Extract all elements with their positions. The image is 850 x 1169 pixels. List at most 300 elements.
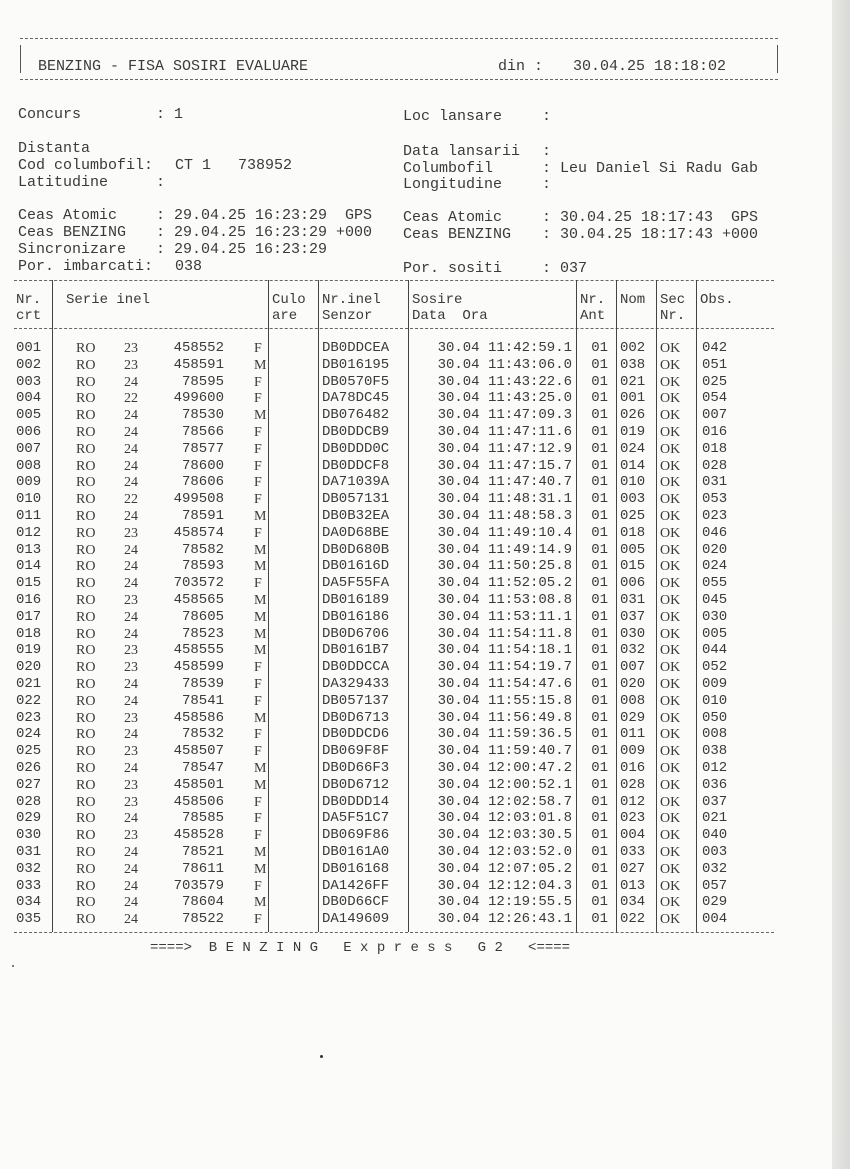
col-nr-header: Nr. (16, 292, 42, 308)
cell-obs: 007 (702, 407, 728, 424)
latitudine-value: : (156, 174, 166, 191)
cell-sex: M (254, 542, 267, 558)
cell-nr: 026 (16, 760, 42, 776)
cell-ant: 01 (591, 760, 608, 776)
cell-country: RO (76, 626, 96, 642)
concurs-label: Concurs (18, 106, 82, 123)
cell-sec: OK (660, 878, 681, 894)
cell-ant: 01 (591, 558, 608, 575)
cell-country: RO (76, 677, 96, 692)
cell-ring: 78577 (181, 440, 224, 457)
cell-nom: 018 (620, 524, 646, 541)
cell-year: 23 (124, 794, 138, 810)
cell-ant: 01 (591, 844, 608, 860)
cell-sex: F (254, 525, 262, 541)
cell-nr: 014 (16, 558, 42, 575)
cell-sec: OK (660, 391, 681, 407)
cell-sensor: DB0D680B (322, 541, 390, 558)
cell-obs: 044 (702, 642, 728, 659)
cell-nom: 005 (620, 541, 646, 558)
cell-sex: F (254, 391, 262, 407)
cell-country: RO (76, 643, 96, 659)
cell-ant: 01 (591, 575, 608, 592)
por-sositi-label: Por. sositi (403, 260, 503, 277)
cell-nom: 007 (620, 659, 646, 676)
cell-sensor: DB0DDCD6 (322, 726, 390, 743)
cell-sec: OK (660, 458, 681, 474)
cell-obs: 009 (702, 676, 728, 692)
ceas-benzing-label-right: Ceas BENZING (403, 226, 512, 243)
cell-sensor: DB0DDCEA (322, 340, 390, 356)
cell-sex: M (254, 509, 267, 524)
cell-sensor: DB0DDD14 (322, 793, 390, 810)
cell-year: 23 (124, 828, 138, 844)
cell-sec: OK (660, 492, 681, 508)
table-row (14, 810, 774, 827)
col-culoare-header-2: are (272, 308, 298, 324)
cell-obs: 053 (702, 491, 728, 508)
cell-nom: 016 (620, 760, 646, 776)
cell-ring: 78582 (181, 541, 224, 558)
cell-nom: 030 (620, 625, 646, 642)
cell-nom: 003 (620, 491, 646, 508)
cell-year: 24 (124, 811, 138, 827)
cell-sex: M (254, 777, 267, 793)
cell-country: RO (76, 744, 96, 760)
cell-country: RO (76, 374, 96, 390)
cell-ant: 01 (591, 860, 608, 877)
cell-obs: 036 (702, 776, 728, 793)
table-bottom-rule (14, 932, 774, 933)
col-sosire-header: Sosire (412, 292, 463, 308)
cell-ant: 01 (591, 424, 608, 440)
cell-obs: 008 (702, 726, 728, 743)
cell-ant: 01 (591, 625, 608, 642)
cell-arrival: 30.04 12:03:52.0 (437, 844, 572, 860)
cell-country: RO (76, 727, 96, 743)
columbofil-value: : Leu Daniel Si Radu Gab (542, 160, 759, 177)
table-row (14, 710, 774, 727)
cell-obs: 042 (702, 340, 728, 356)
cell-nom: 038 (620, 356, 646, 373)
table-row (14, 760, 774, 777)
cell-ant: 01 (591, 592, 608, 608)
cell-country: RO (76, 576, 96, 592)
cell-nr: 021 (16, 676, 42, 692)
table-row (14, 827, 774, 844)
cell-sex: M (254, 357, 267, 373)
cell-arrival: 30.04 11:48:58.3 (437, 508, 572, 524)
cell-country: RO (76, 525, 96, 541)
cell-sex: F (254, 441, 262, 457)
table-row (14, 861, 774, 878)
cell-ring: 78605 (181, 608, 224, 625)
cell-ant: 01 (591, 911, 608, 928)
cell-sex: F (254, 912, 262, 928)
table-row (14, 693, 774, 710)
cell-arrival: 30.04 11:47:40.7 (437, 474, 572, 491)
data-lansarii-label: Data lansarii (403, 143, 521, 160)
loc-lansare-value: : (542, 108, 552, 125)
cell-ring: 78532 (181, 726, 224, 743)
cell-arrival: 30.04 11:43:22.6 (437, 373, 572, 390)
table-row (14, 357, 774, 374)
cell-country: RO (76, 710, 96, 726)
cell-sec: OK (660, 895, 681, 911)
cell-arrival: 30.04 11:42:59.1 (437, 340, 572, 356)
cell-sec: OK (660, 744, 681, 760)
cell-country: RO (76, 794, 96, 810)
cell-year: 24 (124, 693, 138, 709)
cell-obs: 010 (702, 692, 728, 709)
cell-sec: OK (660, 525, 681, 541)
cell-sensor: DB0D6713 (322, 709, 390, 726)
cell-sensor: DB057137 (322, 692, 390, 709)
cell-arrival: 30.04 11:48:31.1 (437, 491, 572, 508)
speck (12, 965, 14, 967)
cell-country: RO (76, 357, 96, 373)
cell-obs: 012 (702, 760, 728, 776)
table-row (14, 508, 774, 525)
table-row (14, 726, 774, 743)
table-row (14, 626, 774, 643)
cell-country: RO (76, 811, 96, 827)
cell-arrival: 30.04 11:59:40.7 (437, 743, 572, 760)
cell-country: RO (76, 845, 96, 860)
cell-country: RO (76, 761, 96, 776)
table-top-rule (14, 280, 774, 281)
col-obs-header: Obs. (700, 292, 734, 308)
cell-obs: 030 (702, 608, 728, 625)
cell-ring: 78547 (181, 760, 224, 776)
cell-nom: 021 (620, 373, 646, 390)
cell-obs: 032 (702, 860, 728, 877)
cell-nr: 013 (16, 541, 42, 558)
distanta-label: Distanta (18, 140, 91, 157)
cell-ring: 499508 (173, 491, 224, 508)
cell-year: 24 (124, 509, 138, 524)
cell-nr: 012 (16, 524, 42, 541)
table-row (14, 659, 774, 676)
cell-obs: 031 (702, 474, 728, 491)
cell-sex: M (254, 643, 267, 659)
cell-obs: 028 (702, 457, 728, 474)
cell-arrival: 30.04 11:54:18.1 (437, 642, 572, 659)
table-row (14, 390, 774, 407)
cell-arrival: 30.04 12:02:58.7 (437, 793, 572, 810)
cell-year: 24 (124, 425, 138, 440)
cell-nr: 009 (16, 474, 42, 491)
cell-ant: 01 (591, 407, 608, 424)
cell-obs: 055 (702, 575, 728, 592)
cell-ant: 01 (591, 390, 608, 407)
por-sositi-value: : 037 (542, 260, 588, 277)
cell-arrival: 30.04 11:59:36.5 (437, 726, 572, 743)
cell-nom: 019 (620, 424, 646, 440)
cell-nom: 014 (620, 457, 646, 474)
cell-sex: M (254, 895, 267, 911)
cell-nom: 037 (620, 608, 646, 625)
cell-country: RO (76, 509, 96, 524)
cell-sec: OK (660, 475, 681, 491)
cell-obs: 046 (702, 524, 728, 541)
cell-country: RO (76, 475, 96, 491)
cell-ring: 78611 (181, 860, 224, 877)
cell-obs: 029 (702, 894, 728, 911)
table-row (14, 743, 774, 760)
cell-ring: 458528 (173, 827, 224, 844)
ceas-atomic-value-left: : 29.04.25 16:23:29 GPS (156, 207, 373, 224)
table-row (14, 374, 774, 391)
cell-sec: OK (660, 609, 681, 625)
cell-sensor: DB0D66F3 (322, 760, 390, 776)
table-row (14, 777, 774, 794)
cell-sex: F (254, 794, 262, 810)
cell-obs: 040 (702, 827, 728, 844)
sincronizare-label: Sincronizare (18, 241, 127, 258)
cell-obs: 038 (702, 743, 728, 760)
cell-arrival: 30.04 12:07:05.2 (437, 860, 572, 877)
cell-year: 24 (124, 845, 138, 860)
cell-arrival: 30.04 11:53:11.1 (437, 608, 572, 625)
cell-nr: 020 (16, 659, 42, 676)
cell-sex: M (254, 845, 267, 860)
cell-ant: 01 (591, 810, 608, 827)
cell-nom: 031 (620, 592, 646, 608)
speck (320, 1055, 323, 1058)
cell-year: 24 (124, 677, 138, 692)
cell-sec: OK (660, 777, 681, 793)
cell-sensor: DB016195 (322, 356, 390, 373)
cell-nom: 032 (620, 642, 646, 659)
longitudine-value: : (542, 176, 552, 193)
table-header-rule (14, 328, 774, 329)
table-row (14, 424, 774, 441)
cell-ant: 01 (591, 776, 608, 793)
cell-year: 23 (124, 710, 138, 726)
cell-arrival: 30.04 11:55:15.8 (437, 692, 572, 709)
cell-arrival: 30.04 11:52:05.2 (437, 575, 572, 592)
cell-nr: 018 (16, 625, 42, 642)
cell-year: 22 (124, 492, 138, 508)
cell-ant: 01 (591, 457, 608, 474)
cell-arrival: 30.04 12:00:47.2 (437, 760, 572, 776)
cell-sec: OK (660, 509, 681, 524)
cell-sec: OK (660, 374, 681, 390)
cell-nr: 035 (16, 911, 42, 928)
por-imbarcati-value: 038 (175, 258, 203, 275)
cell-ant: 01 (591, 541, 608, 558)
cell-arrival: 30.04 11:47:15.7 (437, 457, 572, 474)
cell-sex: M (254, 710, 267, 726)
cell-ring: 703579 (173, 877, 224, 894)
cell-ant: 01 (591, 491, 608, 508)
loc-lansare-label: Loc lansare (403, 108, 503, 125)
cell-year: 23 (124, 593, 138, 608)
table-row (14, 340, 774, 357)
cell-ant: 01 (591, 676, 608, 692)
table-row (14, 676, 774, 693)
cell-obs: 051 (702, 356, 728, 373)
cell-nom: 029 (620, 709, 646, 726)
ceas-atomic-label-left: Ceas Atomic (18, 207, 118, 224)
cell-nom: 028 (620, 776, 646, 793)
cell-sex: F (254, 744, 262, 760)
cell-sex: F (254, 458, 262, 474)
col-nrinel-header-2: Senzor (322, 308, 373, 324)
ceas-benzing-value-left: : 29.04.25 16:23:29 +000 (156, 224, 373, 241)
cell-ant: 01 (591, 524, 608, 541)
cell-sex: M (254, 861, 267, 877)
cell-ant: 01 (591, 373, 608, 390)
cell-sex: F (254, 576, 262, 592)
col-nom-header: Nom (620, 292, 646, 308)
cell-sec: OK (660, 677, 681, 692)
cell-ant: 01 (591, 877, 608, 894)
cell-nr: 005 (16, 407, 42, 424)
sincronizare-value: : 29.04.25 16:23:29 (156, 241, 328, 258)
cell-obs: 037 (702, 793, 728, 810)
cell-sensor: DB069F86 (322, 827, 390, 844)
table-row (14, 844, 774, 861)
cell-ring: 78604 (181, 894, 224, 911)
cell-sensor: DB016168 (322, 860, 390, 877)
cell-country: RO (76, 441, 96, 457)
cell-arrival: 30.04 11:43:06.0 (437, 356, 572, 373)
report-datetime: 30.04.25 18:18:02 (573, 58, 727, 75)
cell-year: 24 (124, 626, 138, 642)
cell-sex: F (254, 677, 262, 692)
cell-nr: 015 (16, 575, 42, 592)
cell-year: 24 (124, 576, 138, 592)
col-ant-header-2: Ant (580, 308, 606, 324)
cell-sensor: DB0D6706 (322, 625, 390, 642)
cell-sec: OK (660, 593, 681, 608)
table-row (14, 642, 774, 659)
cell-year: 23 (124, 341, 138, 356)
cell-sensor: DA149609 (322, 911, 390, 928)
cell-sensor: DB0DDCB9 (322, 424, 390, 440)
col-nr-header-2: crt (16, 308, 42, 324)
cell-ant: 01 (591, 726, 608, 743)
cell-sex: F (254, 475, 262, 491)
cell-nr: 001 (16, 340, 42, 356)
cell-obs: 003 (702, 844, 728, 860)
cell-year: 24 (124, 408, 138, 424)
cell-sensor: DB076482 (322, 407, 390, 424)
table-row (14, 575, 774, 592)
cell-nr: 016 (16, 592, 42, 608)
cell-ant: 01 (591, 642, 608, 659)
cell-sensor: DB069F8F (322, 743, 390, 760)
cell-sensor: DB0161B7 (322, 642, 390, 659)
cell-sec: OK (660, 811, 681, 827)
cell-nom: 002 (620, 340, 646, 356)
cell-ring: 458555 (173, 642, 224, 659)
latitudine-label: Latitudine (18, 174, 109, 191)
table-row (14, 558, 774, 575)
cell-obs: 021 (702, 810, 728, 827)
cell-country: RO (76, 559, 96, 575)
cell-year: 24 (124, 542, 138, 558)
cell-ring: 458599 (173, 659, 224, 676)
cell-arrival: 30.04 11:50:25.8 (437, 558, 572, 575)
cell-ant: 01 (591, 440, 608, 457)
cell-nr: 031 (16, 844, 42, 860)
cell-nr: 027 (16, 776, 42, 793)
cell-nom: 020 (620, 676, 646, 692)
cell-arrival: 30.04 12:00:52.1 (437, 776, 572, 793)
cell-year: 24 (124, 761, 138, 776)
cell-nr: 030 (16, 827, 42, 844)
cell-country: RO (76, 660, 96, 676)
cell-sex: F (254, 492, 262, 508)
cell-sec: OK (660, 861, 681, 877)
cell-arrival: 30.04 11:49:10.4 (437, 524, 572, 541)
cell-nr: 032 (16, 860, 42, 877)
cell-nom: 034 (620, 894, 646, 911)
cell-nom: 009 (620, 743, 646, 760)
cell-year: 23 (124, 660, 138, 676)
cell-ring: 78595 (181, 373, 224, 390)
cell-obs: 023 (702, 508, 728, 524)
data-lansarii-value: : (542, 143, 552, 160)
cell-year: 24 (124, 458, 138, 474)
cell-sensor: DB0DDD0C (322, 440, 390, 457)
cell-ring: 78566 (181, 424, 224, 440)
cell-arrival: 30.04 11:54:19.7 (437, 659, 572, 676)
cell-arrival: 30.04 11:56:49.8 (437, 709, 572, 726)
cell-obs: 057 (702, 877, 728, 894)
cell-nr: 029 (16, 810, 42, 827)
cell-sex: F (254, 878, 262, 894)
cell-nr: 002 (16, 356, 42, 373)
table-row (14, 474, 774, 491)
cell-country: RO (76, 593, 96, 608)
cell-country: RO (76, 693, 96, 709)
scan-edge (832, 0, 850, 1169)
cell-arrival: 30.04 11:47:09.3 (437, 407, 572, 424)
table-row (14, 542, 774, 559)
cell-nom: 008 (620, 692, 646, 709)
cell-ant: 01 (591, 608, 608, 625)
ceas-benzing-value-right: : 30.04.25 18:17:43 +000 (542, 226, 759, 243)
table-row (14, 525, 774, 542)
cell-ring: 458591 (173, 356, 224, 373)
cell-nr: 010 (16, 491, 42, 508)
cell-ant: 01 (591, 692, 608, 709)
cell-ant: 01 (591, 659, 608, 676)
cell-arrival: 30.04 11:54:11.8 (437, 625, 572, 642)
ceas-atomic-label-right: Ceas Atomic (403, 209, 503, 226)
cell-arrival: 30.04 11:54:47.6 (437, 676, 572, 692)
columbofil-label: Columbofil (403, 160, 494, 177)
table-row (14, 441, 774, 458)
cod-columbofil-value: CT 1 738952 (175, 157, 293, 174)
cell-obs: 025 (702, 373, 728, 390)
cell-sensor: DB016186 (322, 608, 390, 625)
cell-sec: OK (660, 559, 681, 575)
cell-sensor: DA1426FF (322, 877, 390, 894)
cell-arrival: 30.04 11:49:14.9 (437, 541, 572, 558)
cell-sec: OK (660, 761, 681, 776)
col-ant-header: Nr. (580, 292, 606, 308)
cell-sec: OK (660, 341, 681, 356)
cell-ring: 458507 (173, 743, 224, 760)
cell-nr: 023 (16, 709, 42, 726)
cell-ring: 458552 (173, 340, 224, 356)
cell-year: 24 (124, 895, 138, 911)
